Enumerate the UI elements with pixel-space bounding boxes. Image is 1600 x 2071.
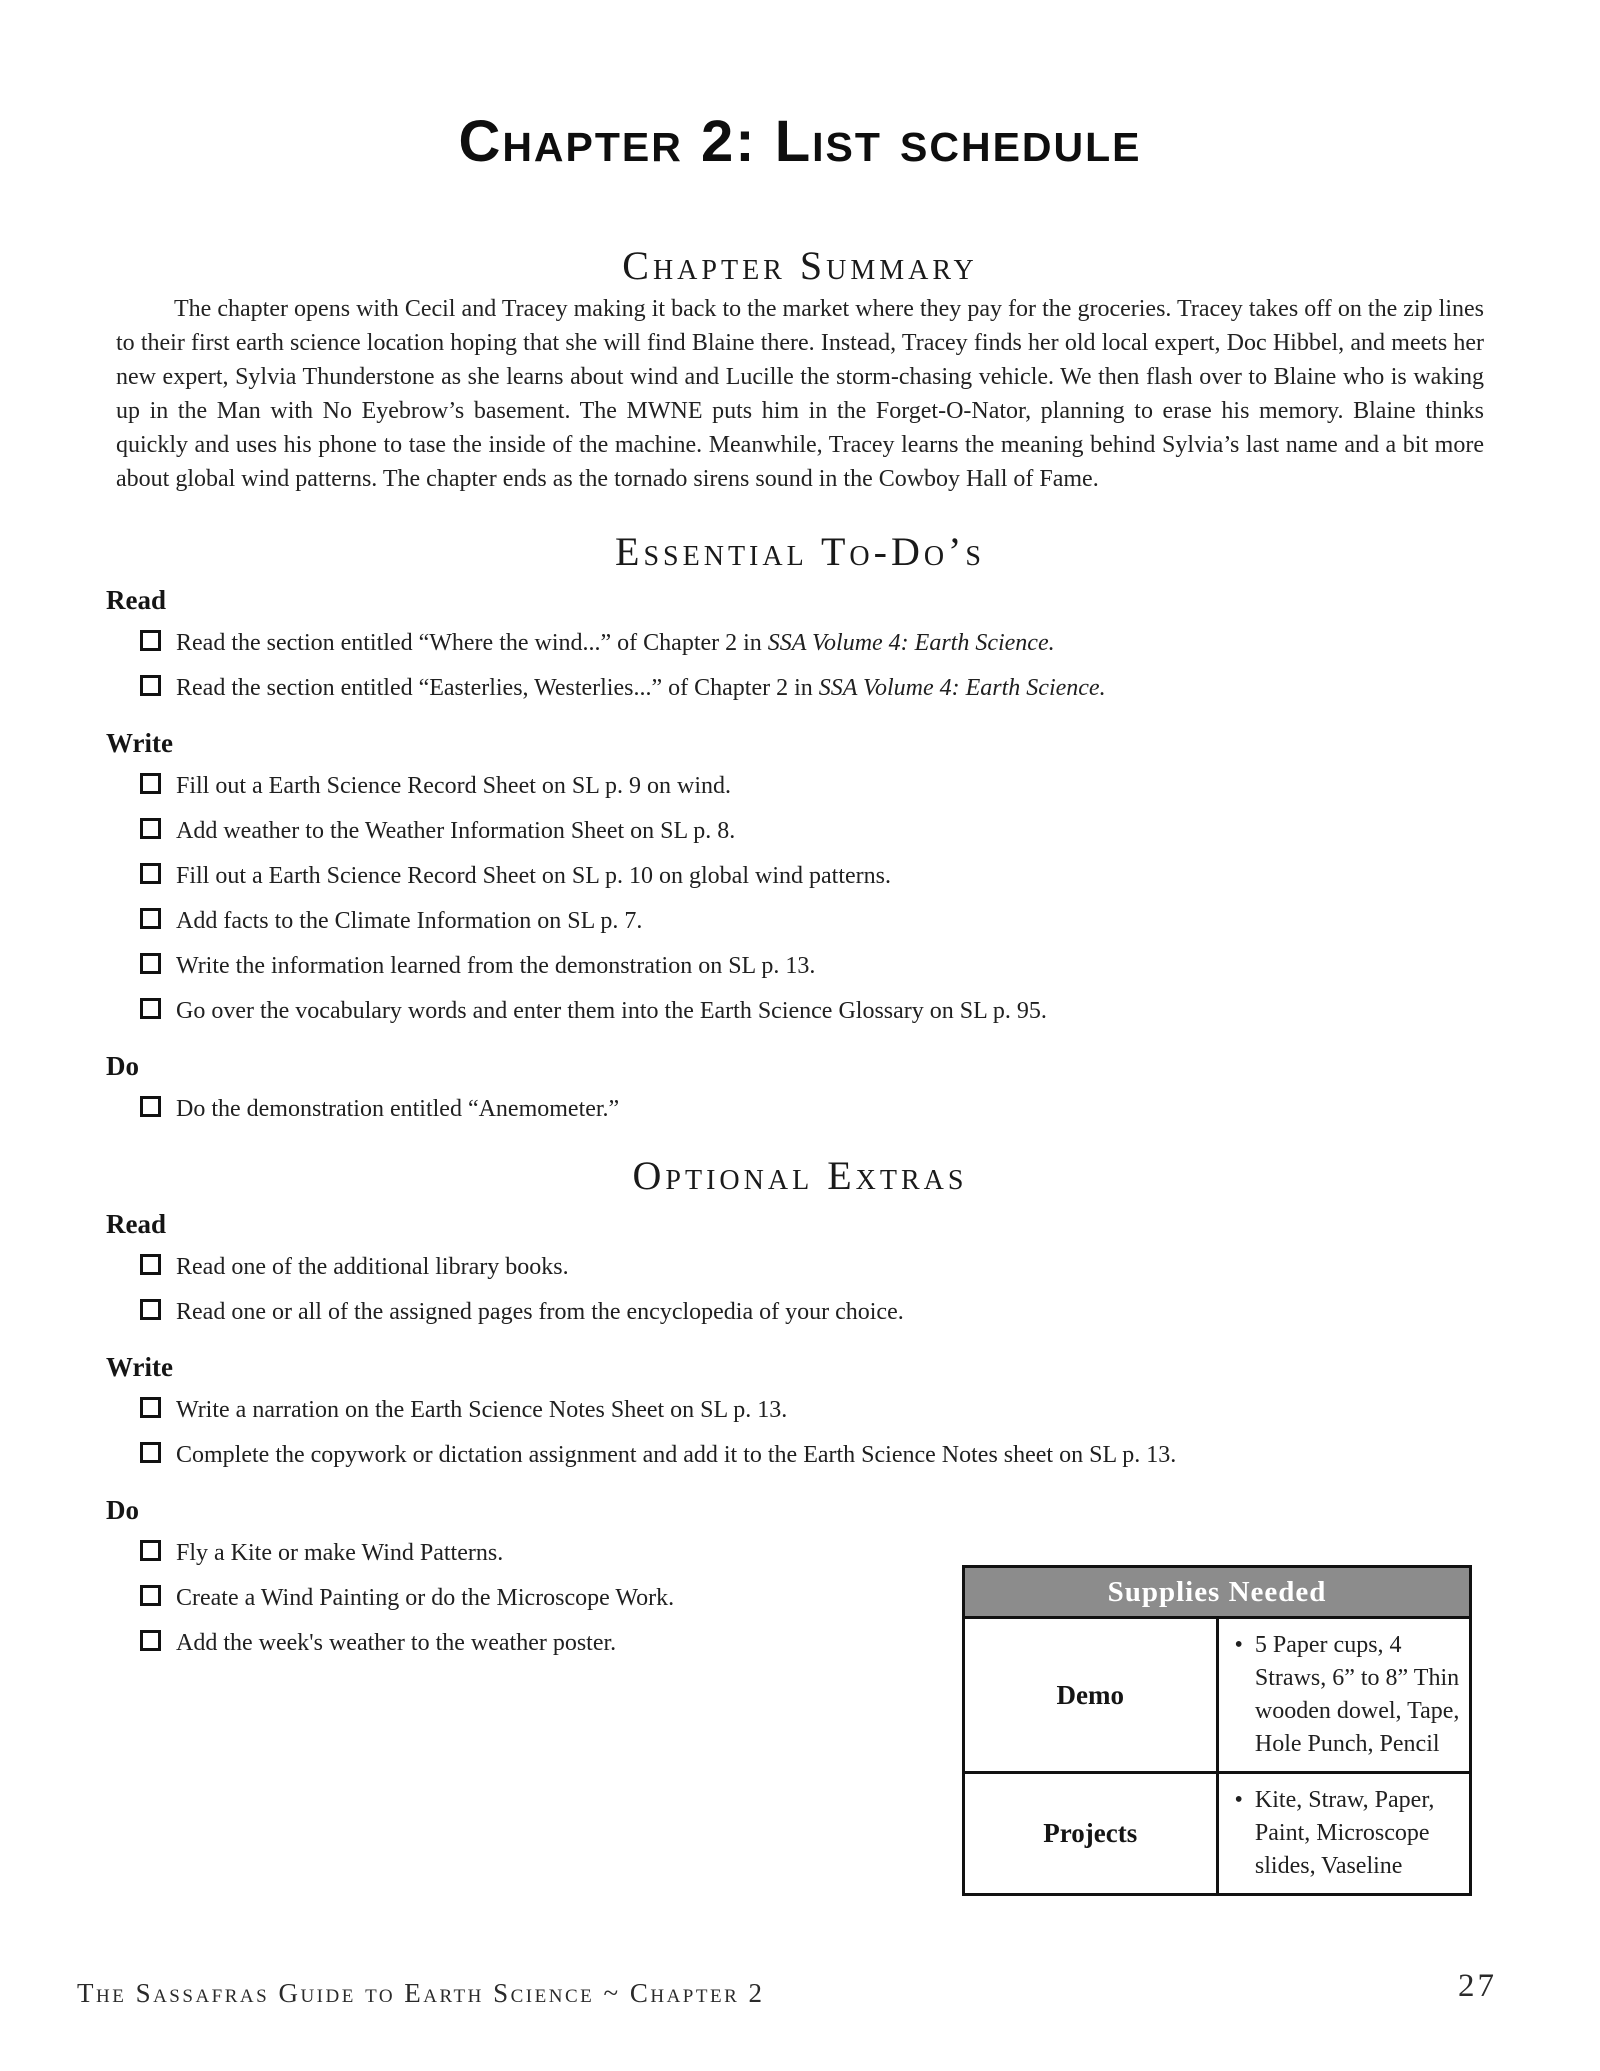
section-label-optional-read: Read xyxy=(106,1209,166,1239)
supplies-row-items xyxy=(1217,1773,1471,1895)
todo-item xyxy=(140,1252,1600,1282)
supplies-row-label: Demo xyxy=(964,1618,1218,1773)
table-row xyxy=(964,1773,1471,1895)
checkbox[interactable] xyxy=(140,630,161,651)
todo-item-label: Read the section entitled “Easterlies, Westerlies...” of Chapter 2 in xyxy=(176,675,819,701)
todo-item xyxy=(140,1094,1600,1124)
checkbox[interactable] xyxy=(140,818,161,839)
todo-item xyxy=(140,861,1600,891)
todo-item xyxy=(140,1440,1600,1470)
essential-heading: Essential To-Do’s xyxy=(615,529,985,574)
todo-item xyxy=(140,628,1600,658)
checkbox[interactable] xyxy=(140,998,161,1019)
todo-item-label: Create a Wind Painting or do the Microscope Work. xyxy=(176,1585,675,1611)
checkbox[interactable] xyxy=(140,1096,161,1117)
todo-item-label-italic: SSA Volume 4: Earth Science. xyxy=(818,675,1106,701)
table-row xyxy=(964,1618,1471,1773)
todo-item-label: Fly a Kite or make Wind Patterns. xyxy=(176,1540,504,1566)
optional-read-list xyxy=(0,1252,1600,1327)
checkbox[interactable] xyxy=(140,1540,161,1561)
supplies-items-text: Kite, Straw, Paper, Paint, Microscope slides, Vaseline xyxy=(1254,1787,1435,1879)
summary-paragraph: The chapter opens with Cecil and Tracey making it back to the market where they pay for the groceries. Tracey takes off on the zip lines to their first earth science location hoping that she will find Blaine there. Instead, Tracey finds her old local expert, Doc Hibbel, and meets her new expert, Sylvia Thunderstone as she learns about wind and Lucille the storm-chasing vehicle. We then flash over to Blaine who is waking up in the Man with No Eyebrow’s basement. The MWNE puts him in the Forget-O-Nator, planning to erase his memory. Blaine thinks quickly and uses his phone to tase the inside of the machine. Meanwhile, Tracey learns the meaning behind Sylvia’s last name and a bit more about global wind patterns. The chapter ends as the tornado sirens sound in the Cowboy Hall of Fame. xyxy=(116,296,1484,492)
essential-read-list xyxy=(0,628,1600,703)
summary-heading: Chapter Summary xyxy=(622,243,978,288)
supplies-table-header: Supplies Needed xyxy=(964,1567,1471,1618)
section-label-optional-write: Write xyxy=(106,1352,173,1382)
todo-item-label: Go over the vocabulary words and enter them into the Earth Science Glossary on SL p. 95. xyxy=(176,998,1047,1024)
essential-write-list xyxy=(0,771,1600,1026)
todo-item-label: Complete the copywork or dictation assignment and add it to the Earth Science Notes sheet on SL p. 13. xyxy=(176,1442,1177,1468)
todo-item-label: Write a narration on the Earth Science Notes Sheet on SL p. 13. xyxy=(176,1397,788,1423)
todo-item xyxy=(140,673,1600,703)
todo-item-label: Do the demonstration entitled “Anemometer.” xyxy=(176,1096,620,1122)
todo-item xyxy=(140,996,1600,1026)
checkbox[interactable] xyxy=(140,1630,161,1651)
todo-item-label: Add the week's weather to the weather poster. xyxy=(176,1630,617,1656)
supplies-table xyxy=(962,1565,1472,1896)
checkbox[interactable] xyxy=(140,1254,161,1275)
todo-item-label: Write the information learned from the demonstration on SL p. 13. xyxy=(176,953,816,979)
footer-book-title: The Sassafras Guide to Earth Science ~ Chapter 2 xyxy=(77,1978,765,2008)
checkbox[interactable] xyxy=(140,1442,161,1463)
todo-item xyxy=(140,951,1600,981)
bullet-icon: • xyxy=(1234,1787,1243,1813)
checkbox[interactable] xyxy=(140,953,161,974)
todo-item xyxy=(140,1538,1600,1568)
todo-item-label: Read one of the additional library books. xyxy=(176,1254,569,1280)
checkbox[interactable] xyxy=(140,1585,161,1606)
todo-item xyxy=(140,816,1600,846)
checkbox[interactable] xyxy=(140,863,161,884)
todo-item xyxy=(140,771,1600,801)
checkbox[interactable] xyxy=(140,1299,161,1320)
essential-do-list xyxy=(0,1094,1600,1124)
todo-item-label: Add weather to the Weather Information Sheet on SL p. 8. xyxy=(176,818,736,844)
checkbox[interactable] xyxy=(140,1397,161,1418)
section-label-essential-do: Do xyxy=(106,1051,139,1081)
todo-item-label: Add facts to the Climate Information on SL p. 7. xyxy=(176,908,643,934)
bullet-icon: • xyxy=(1234,1632,1243,1658)
todo-item-label-italic: SSA Volume 4: Earth Science. xyxy=(767,630,1055,656)
section-label-essential-read: Read xyxy=(106,585,166,615)
todo-item-label: Fill out a Earth Science Record Sheet on SL p. 10 on global wind patterns. xyxy=(176,863,891,889)
supplies-row-items xyxy=(1217,1618,1471,1773)
section-label-optional-do: Do xyxy=(106,1495,139,1525)
section-label-essential-write: Write xyxy=(106,728,173,758)
chapter-title: Chapter 2: List schedule xyxy=(458,109,1142,174)
supplies-items-text: 5 Paper cups, 4 Straws, 6” to 8” Thin wooden dowel, Tape, Hole Punch, Pencil xyxy=(1254,1632,1460,1757)
optional-write-list xyxy=(0,1395,1600,1470)
todo-item-label: Read one or all of the assigned pages from the encyclopedia of your choice. xyxy=(176,1299,904,1325)
checkbox[interactable] xyxy=(140,773,161,794)
todo-item xyxy=(140,906,1600,936)
checkbox[interactable] xyxy=(140,908,161,929)
checkbox[interactable] xyxy=(140,675,161,696)
todo-item-label: Fill out a Earth Science Record Sheet on SL p. 9 on wind. xyxy=(176,773,732,799)
optional-heading: Optional Extras xyxy=(632,1153,968,1198)
todo-item xyxy=(140,1395,1600,1425)
todo-item xyxy=(140,1297,1600,1327)
supplies-row-label: Projects xyxy=(964,1773,1218,1895)
page-number: 27 xyxy=(1458,1968,1497,2004)
todo-item-label: Read the section entitled “Where the wind...” of Chapter 2 in xyxy=(176,630,768,656)
